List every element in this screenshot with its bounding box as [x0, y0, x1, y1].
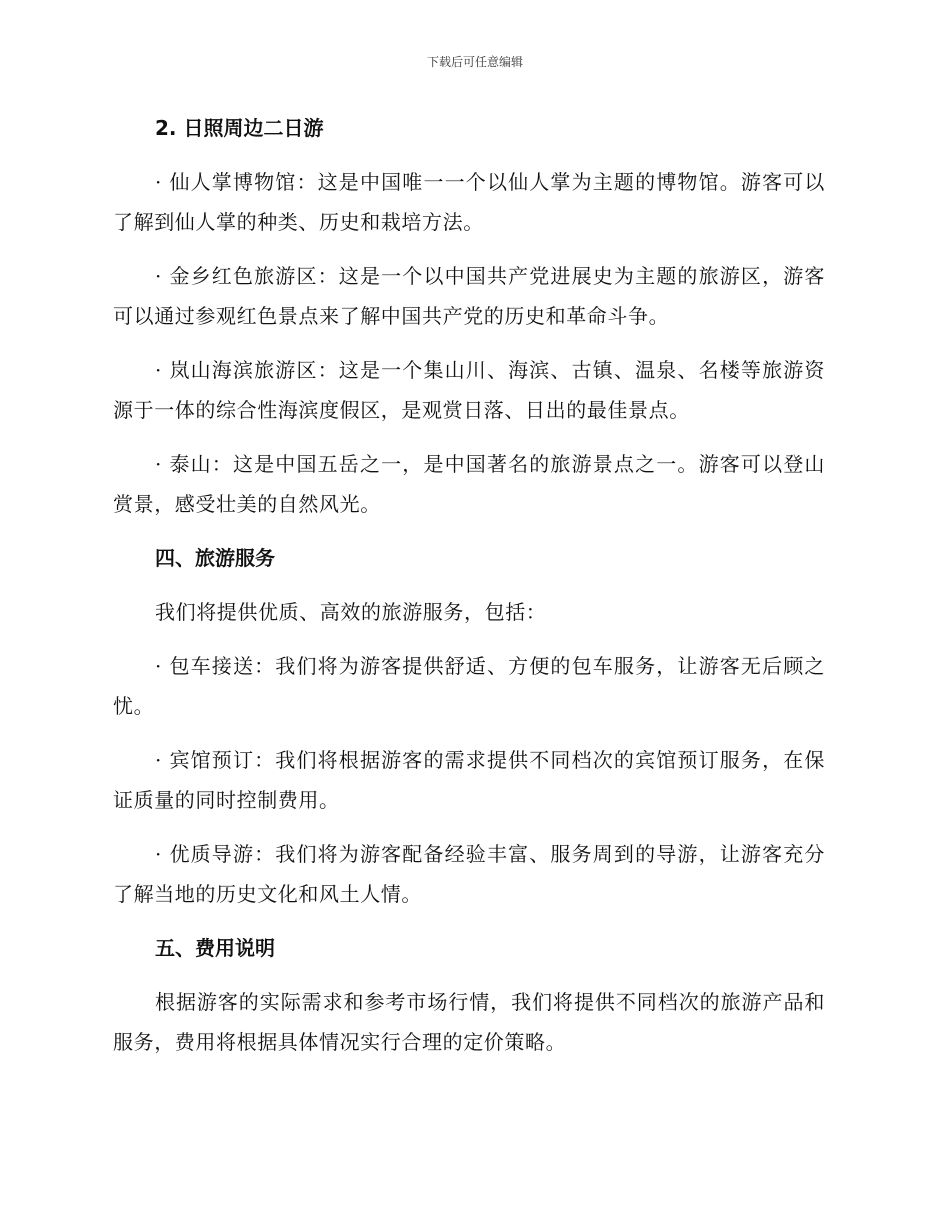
paragraph-jinxiang-red-tourism: · 金乡红色旅游区：这是一个以中国共产党进展史为主题的旅游区，游客可以通过参观红色景点来了解中国共产党的历史和革命斗争。 — [113, 264, 825, 328]
paragraph-mount-tai: · 泰山：这是中国五岳之一，是中国著名的旅游景点之一。游客可以登山赏景，感受壮美的自然风光。 — [113, 452, 825, 516]
paragraph-charter-transfer: · 包车接送：我们将为游客提供舒适、方便的包车服务，让游客无后顾之忧。 — [113, 654, 825, 718]
section-heading-day-trip: 2. 日照周边二日游 — [155, 116, 324, 140]
paragraph-services-intro: 我们将提供优质、高效的旅游服务，包括： — [155, 600, 547, 624]
paragraph-hotel-booking: · 宾馆预订：我们将根据游客的需求提供不同档次的宾馆预订服务，在保证质量的同时控制费用。 — [113, 748, 825, 812]
document-body — [113, 108, 825, 1062]
section-heading-travel-services: 四、旅游服务 — [155, 546, 275, 570]
paragraph-cactus-museum: · 仙人掌博物馆：这是中国唯一一个以仙人掌为主题的博物馆。游客可以了解到仙人掌的种类、历史和栽培方法。 — [113, 170, 825, 234]
paragraph-lanshan-seaside: · 岚山海滨旅游区：这是一个集山川、海滨、古镇、温泉、名楼等旅游资源于一体的综合性海滨度假区，是观赏日落、日出的最佳景点。 — [113, 358, 825, 422]
paragraph-fee-description: 根据游客的实际需求和参考市场行情，我们将提供不同档次的旅游产品和服务，费用将根据具体情况实行合理的定价策略。 — [113, 990, 825, 1054]
page-header: 下载后可任意编辑 — [426, 55, 523, 69]
section-heading-fees: 五、费用说明 — [155, 936, 275, 960]
paragraph-tour-guide: · 优质导游：我们将为游客配备经验丰富、服务周到的导游，让游客充分了解当地的历史文化和风土人情。 — [113, 842, 825, 906]
